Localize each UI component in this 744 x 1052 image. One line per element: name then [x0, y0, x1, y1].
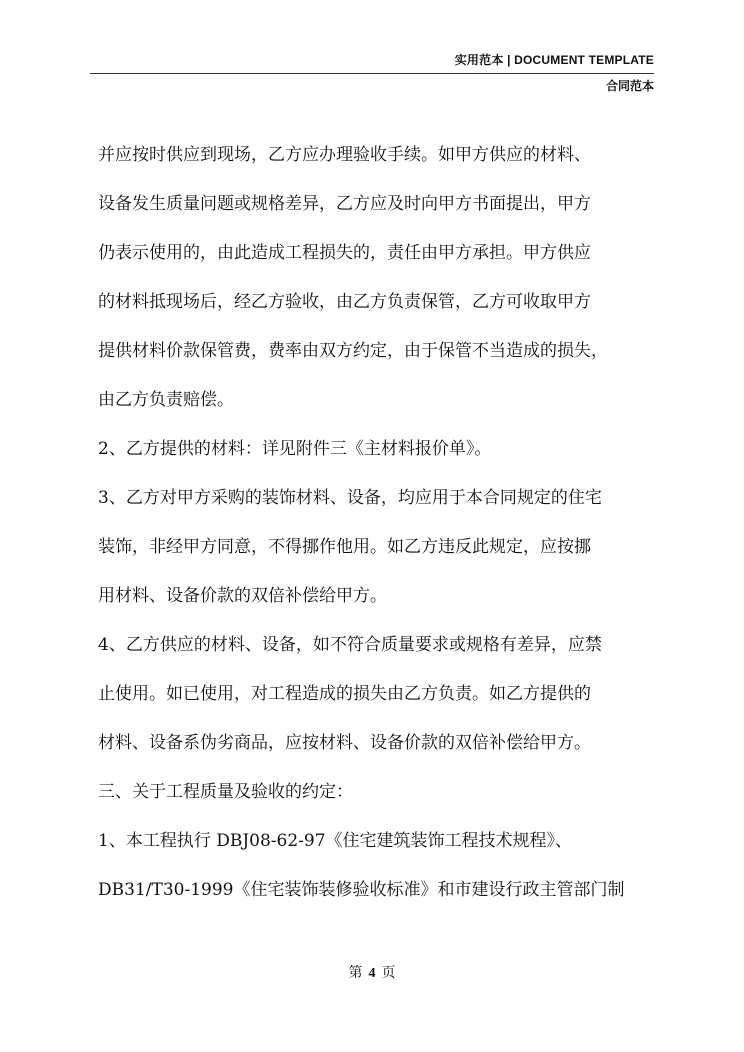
- section-heading: 三、关于工程质量及验收的约定：: [98, 782, 353, 802]
- clause-3: 3、乙方对甲方采购的装饰材料、设备，均应用于本合同规定的住宅: [98, 488, 602, 508]
- page-number: 4: [368, 966, 376, 981]
- clause-4: 4、乙方供应的材料、设备，如不符合质量要求或规格有差异，应禁: [98, 635, 602, 655]
- clause-2: 2、乙方提供的材料：详见附件三《主材料报价单》。: [98, 439, 492, 459]
- body-line: 材料、设备系伪劣商品，应按材料、设备价款的双倍补偿给甲方。: [98, 733, 591, 753]
- clause-1: 1、本工程执行 DBJ08-62-97《住宅建筑装饰工程技术规程》、: [98, 831, 573, 851]
- body-line: 的材料抵现场后，经乙方验收，由乙方负责保管，乙方可收取甲方: [98, 292, 591, 312]
- page-header: [90, 50, 654, 95]
- body-line: DB31/T30-1999《住宅装饰装修验收标准》和市建设行政主管部门制: [98, 880, 625, 900]
- header-title: 实用范本 | DOCUMENT TEMPLATE: [454, 53, 654, 67]
- page-label-prefix: 第: [348, 965, 363, 981]
- body-line: 装饰，非经甲方同意，不得挪作他用。如乙方违反此规定，应按挪: [98, 537, 591, 557]
- body-line: 由乙方负责赔偿。: [98, 390, 234, 410]
- body-line: 止使用。如已使用，对工程造成的损失由乙方负责。如乙方提供的: [98, 684, 591, 704]
- page-footer: [0, 964, 744, 983]
- page-label-suffix: 页: [381, 965, 396, 981]
- body-line: 用材料、设备价款的双倍补偿给甲方。: [98, 586, 387, 606]
- header-subtitle: 合同范本: [605, 79, 654, 93]
- body-line: 仍表示使用的，由此造成工程损失的，责任由甲方承担。甲方供应: [98, 243, 591, 263]
- body-line: 提供材料价款保管费，费率由双方约定，由于保管不当造成的损失，: [98, 341, 608, 361]
- body-line: 设备发生质量问题或规格差异，乙方应及时向甲方书面提出，甲方: [98, 194, 591, 214]
- header-divider: [90, 73, 654, 74]
- body-line: 并应按时供应到现场，乙方应办理验收手续。如甲方供应的材料、: [98, 145, 591, 165]
- document-body: [98, 139, 658, 923]
